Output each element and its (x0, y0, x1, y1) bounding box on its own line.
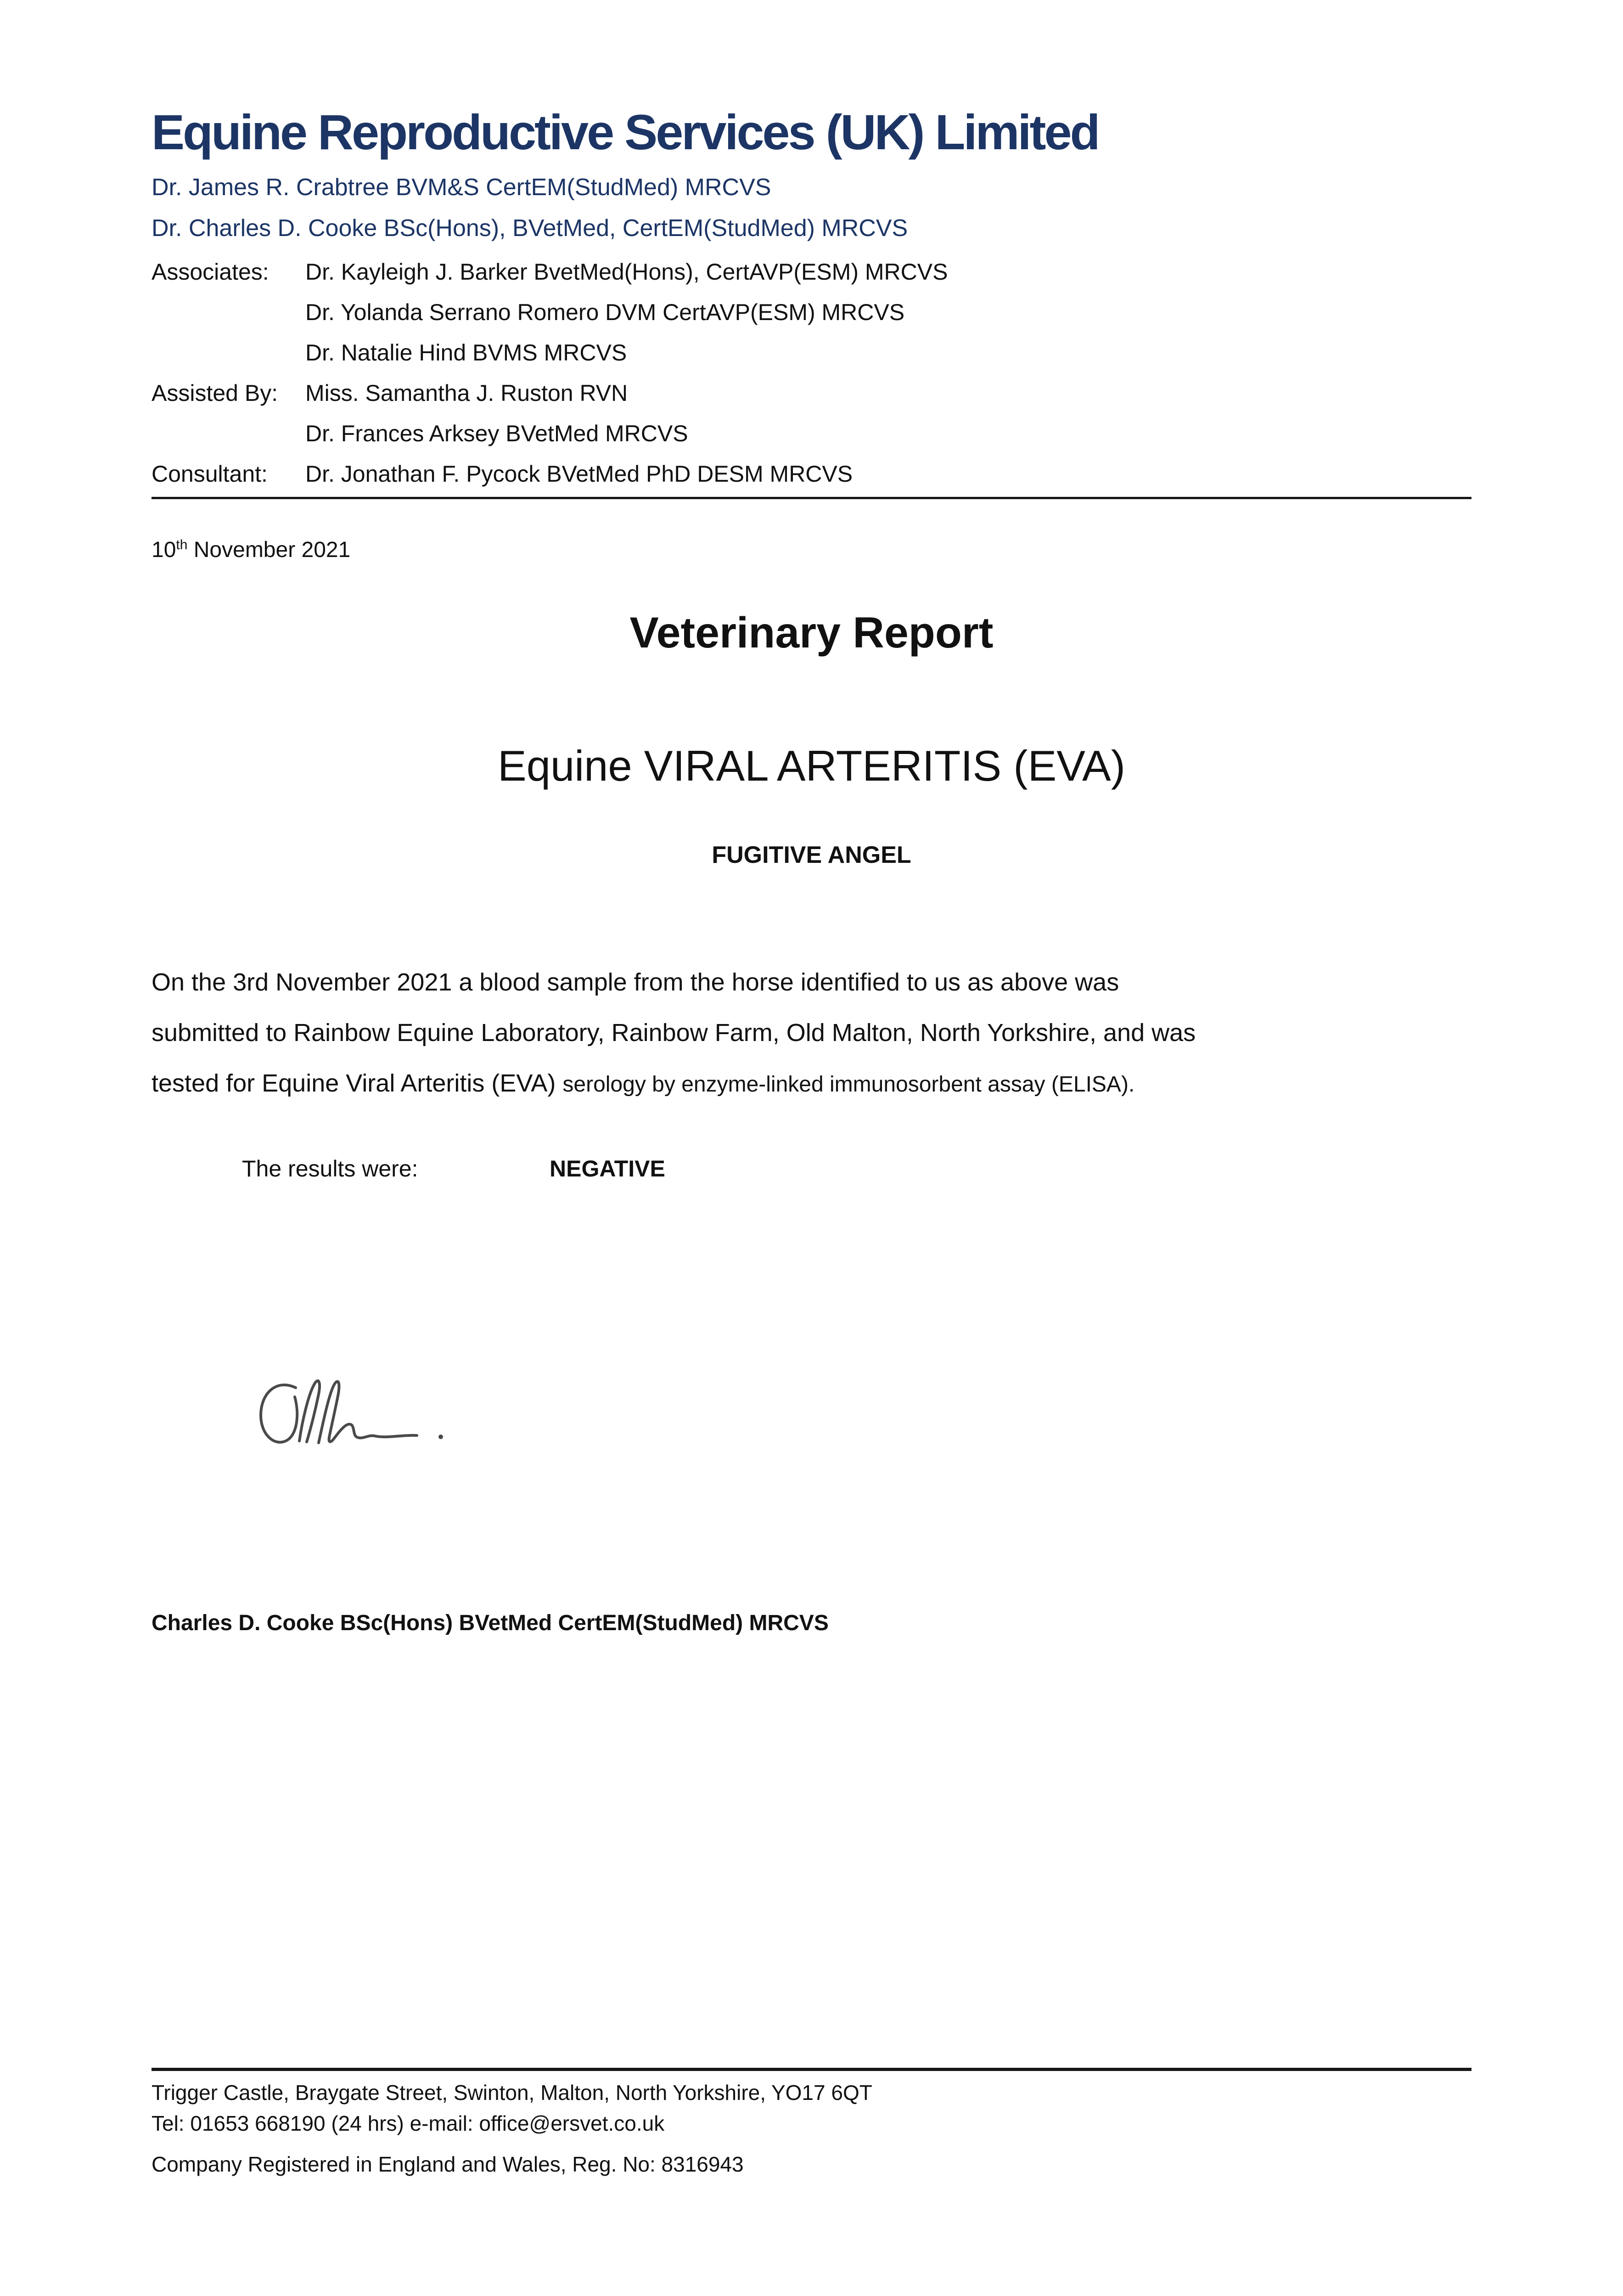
company-name: Equine Reproductive Services (UK) Limited (152, 104, 1099, 160)
signature-image (255, 1378, 453, 1451)
report-subject: Equine VIRAL ARTERITIS (EVA) (498, 742, 1125, 790)
staff-name: Miss. Samantha J. Ruston RVN (305, 380, 628, 406)
staff-label (152, 332, 305, 373)
principal-vet-1: Dr. James R. Crabtree BVM&S CertEM(StudMed) MRCVS (152, 174, 771, 201)
results-value: NEGATIVE (550, 1156, 665, 1182)
results-label: The results were: (242, 1156, 418, 1182)
footer-address: Trigger Castle, Braygate Street, Swinton, Malton, North Yorkshire, YO17 6QT (152, 2081, 872, 2105)
report-body (152, 957, 1483, 1110)
report-date-rest: November 2021 (187, 538, 351, 562)
header-divider (152, 497, 1471, 499)
signatory-name: Charles D. Cooke BSc(Hons) BVetMed CertEM(StudMed) MRCVS (152, 1611, 829, 1635)
staff-name: Dr. Kayleigh J. Barker BvetMed(Hons), CertAVP(ESM) MRCVS (305, 259, 948, 285)
body-line-method: serology by enzyme-linked immunosorbent assay (ELISA). (562, 1072, 1135, 1097)
principal-vet-2: Dr. Charles D. Cooke BSc(Hons), BVetMed, CertEM(StudMed) MRCVS (152, 215, 908, 242)
report-date (152, 536, 350, 564)
staff-name: Dr. Frances Arksey BVetMed MRCVS (305, 421, 688, 446)
staff-list (152, 252, 948, 494)
footer-contact: Tel: 01653 668190 (24 hrs) e-mail: office@ersvet.co.uk (152, 2111, 665, 2135)
staff-name: Dr. Jonathan F. Pycock BVetMed PhD DESM MRCVS (305, 461, 853, 487)
body-line: On the 3rd November 2021 a blood sample from the horse identified to us as above was (152, 968, 1119, 996)
results-row (0, 1155, 1623, 1182)
staff-label: Associates: (152, 259, 269, 285)
footer-contact-block (152, 2077, 872, 2139)
footer-registration: Company Registered in England and Wales, Reg. No: 8316943 (152, 2152, 744, 2176)
horse-name: FUGITIVE ANGEL (712, 842, 911, 868)
body-line-main: tested for Equine Viral Arteritis (EVA) (152, 1069, 563, 1097)
staff-label: Consultant: (152, 461, 268, 487)
staff-name: Dr. Yolanda Serrano Romero DVM CertAVP(ESM) MRCVS (305, 299, 905, 325)
staff-label: Assisted By: (152, 380, 278, 406)
body-line: submitted to Rainbow Equine Laboratory, Rainbow Farm, Old Malton, North Yorkshire, and was (152, 1019, 1196, 1047)
staff-name: Dr. Natalie Hind BVMS MRCVS (305, 340, 627, 366)
report-title: Veterinary Report (629, 608, 994, 657)
staff-label (152, 413, 305, 454)
report-date-ordinal: th (176, 537, 188, 552)
principal-vets (152, 167, 908, 249)
body-line (152, 1058, 1483, 1110)
footer-divider (152, 2068, 1471, 2071)
report-date-day: 10 (152, 538, 176, 562)
staff-label (152, 292, 305, 332)
